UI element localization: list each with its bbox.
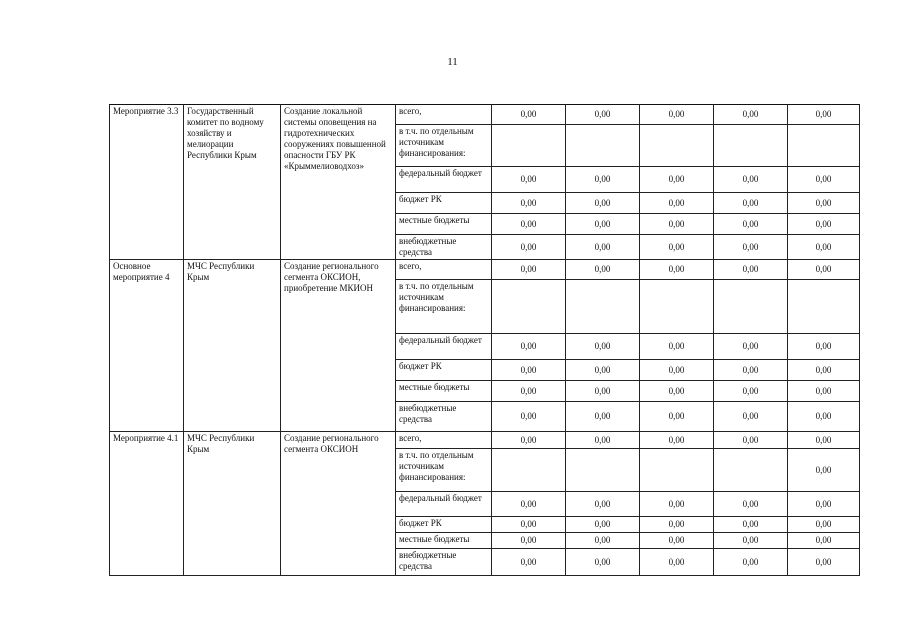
amount-cell: 0,00: [640, 193, 714, 214]
amount-cell: 0,00: [566, 549, 640, 576]
amount-cell: 0,00: [640, 235, 714, 260]
amount-cell: 0,00: [566, 360, 640, 381]
amount-cell: 0,00: [492, 214, 566, 235]
amount-cell: 0,00: [788, 235, 860, 260]
amount-cell: 0,00: [788, 214, 860, 235]
amount-cell: 0,00: [492, 549, 566, 576]
amount-cell: 0,00: [566, 432, 640, 449]
amount-cell: 0,00: [714, 360, 788, 381]
amount-cell: 0,00: [714, 235, 788, 260]
financing-table: [109, 104, 860, 576]
amount-cell: 0,00: [492, 167, 566, 193]
amount-cell: 0,00: [788, 381, 860, 402]
amount-cell: 0,00: [566, 533, 640, 549]
amount-cell: [788, 125, 860, 167]
amount-cell: [640, 449, 714, 492]
page-number: 11: [447, 56, 458, 68]
amount-cell: [640, 280, 714, 334]
amount-cell: 0,00: [788, 360, 860, 381]
amount-cell: 0,00: [788, 260, 860, 280]
amount-cell: [714, 280, 788, 334]
amount-cell: 0,00: [714, 533, 788, 549]
table-row: [110, 432, 860, 449]
amount-cell: 0,00: [640, 517, 714, 533]
amount-cell: 0,00: [640, 360, 714, 381]
amount-cell: 0,00: [788, 167, 860, 193]
amount-cell: 0,00: [714, 105, 788, 125]
description-cell: Создание регионального сегмента ОКСИОН: [281, 432, 396, 576]
amount-cell: 0,00: [492, 517, 566, 533]
amount-cell: 0,00: [566, 517, 640, 533]
funding-source-label: федеральный бюджет: [396, 167, 492, 193]
amount-cell: 0,00: [640, 402, 714, 432]
amount-cell: 0,00: [714, 432, 788, 449]
funding-source-label: всего,: [396, 260, 492, 280]
amount-cell: 0,00: [714, 549, 788, 576]
amount-cell: 0,00: [788, 449, 860, 492]
amount-cell: 0,00: [714, 167, 788, 193]
funding-source-label: бюджет РК: [396, 193, 492, 214]
amount-cell: 0,00: [492, 533, 566, 549]
amount-cell: [492, 280, 566, 334]
amount-cell: [566, 449, 640, 492]
amount-cell: 0,00: [566, 492, 640, 517]
amount-cell: 0,00: [492, 235, 566, 260]
amount-cell: 0,00: [640, 492, 714, 517]
amount-cell: 0,00: [492, 260, 566, 280]
amount-cell: 0,00: [640, 432, 714, 449]
funding-source-label: внебюджетные средства: [396, 549, 492, 576]
amount-cell: 0,00: [714, 402, 788, 432]
executor-cell: МЧС Республики Крым: [184, 432, 281, 576]
table-row: [110, 260, 860, 280]
amount-cell: [640, 125, 714, 167]
executor-cell: Государственный комитет по водному хозяйству и мелиорации Республики Крым: [184, 105, 281, 260]
amount-cell: 0,00: [640, 167, 714, 193]
amount-cell: 0,00: [566, 235, 640, 260]
amount-cell: 0,00: [492, 193, 566, 214]
amount-cell: 0,00: [714, 214, 788, 235]
amount-cell: 0,00: [566, 260, 640, 280]
funding-source-label: бюджет РК: [396, 517, 492, 533]
amount-cell: 0,00: [492, 381, 566, 402]
amount-cell: [492, 449, 566, 492]
amount-cell: 0,00: [492, 334, 566, 360]
funding-source-label: местные бюджеты: [396, 214, 492, 235]
amount-cell: 0,00: [566, 214, 640, 235]
amount-cell: 0,00: [640, 260, 714, 280]
amount-cell: 0,00: [566, 105, 640, 125]
amount-cell: 0,00: [492, 360, 566, 381]
amount-cell: 0,00: [788, 193, 860, 214]
amount-cell: 0,00: [566, 193, 640, 214]
funding-source-label: в т.ч. по отдельным источникам финансирования:: [396, 280, 492, 334]
executor-cell: МЧС Республики Крым: [184, 260, 281, 432]
table-body: [110, 105, 860, 576]
amount-cell: 0,00: [788, 334, 860, 360]
description-cell: Создание локальной системы оповещения на гидротехнических сооружениях повышенной опасности ГБУ РК «Крыммелиоводхоз»: [281, 105, 396, 260]
funding-source-label: всего,: [396, 105, 492, 125]
amount-cell: 0,00: [566, 381, 640, 402]
amount-cell: 0,00: [640, 105, 714, 125]
event-name-cell: Мероприятие 3.3: [110, 105, 184, 260]
amount-cell: 0,00: [788, 402, 860, 432]
amount-cell: 0,00: [566, 402, 640, 432]
amount-cell: 0,00: [714, 517, 788, 533]
amount-cell: 0,00: [640, 533, 714, 549]
amount-cell: 0,00: [714, 492, 788, 517]
amount-cell: 0,00: [566, 167, 640, 193]
amount-cell: 0,00: [640, 334, 714, 360]
amount-cell: 0,00: [640, 381, 714, 402]
table-row: [110, 105, 860, 125]
funding-source-label: бюджет РК: [396, 360, 492, 381]
funding-source-label: федеральный бюджет: [396, 492, 492, 517]
amount-cell: 0,00: [714, 260, 788, 280]
amount-cell: 0,00: [788, 105, 860, 125]
description-cell: Создание регионального сегмента ОКСИОН, приобретение МКИОН: [281, 260, 396, 432]
funding-source-label: внебюджетные средства: [396, 402, 492, 432]
funding-source-label: в т.ч. по отдельным источникам финансирования:: [396, 449, 492, 492]
amount-cell: 0,00: [788, 533, 860, 549]
amount-cell: 0,00: [566, 334, 640, 360]
amount-cell: 0,00: [788, 492, 860, 517]
event-name-cell: Основное мероприятие 4: [110, 260, 184, 432]
amount-cell: [566, 280, 640, 334]
amount-cell: 0,00: [714, 381, 788, 402]
amount-cell: 0,00: [788, 432, 860, 449]
amount-cell: [714, 125, 788, 167]
amount-cell: 0,00: [714, 334, 788, 360]
funding-source-label: федеральный бюджет: [396, 334, 492, 360]
event-name-cell: Мероприятие 4.1: [110, 432, 184, 576]
amount-cell: [788, 280, 860, 334]
amount-cell: [714, 449, 788, 492]
amount-cell: 0,00: [492, 402, 566, 432]
amount-cell: 0,00: [788, 549, 860, 576]
amount-cell: [492, 125, 566, 167]
amount-cell: 0,00: [492, 432, 566, 449]
amount-cell: 0,00: [492, 492, 566, 517]
amount-cell: [566, 125, 640, 167]
funding-source-label: всего,: [396, 432, 492, 449]
amount-cell: 0,00: [492, 105, 566, 125]
amount-cell: 0,00: [640, 549, 714, 576]
funding-source-label: местные бюджеты: [396, 381, 492, 402]
funding-source-label: внебюджетные средства: [396, 235, 492, 260]
funding-source-label: в т.ч. по отдельным источникам финансирования:: [396, 125, 492, 167]
funding-source-label: местные бюджеты: [396, 533, 492, 549]
amount-cell: 0,00: [640, 214, 714, 235]
amount-cell: 0,00: [714, 193, 788, 214]
amount-cell: 0,00: [788, 517, 860, 533]
